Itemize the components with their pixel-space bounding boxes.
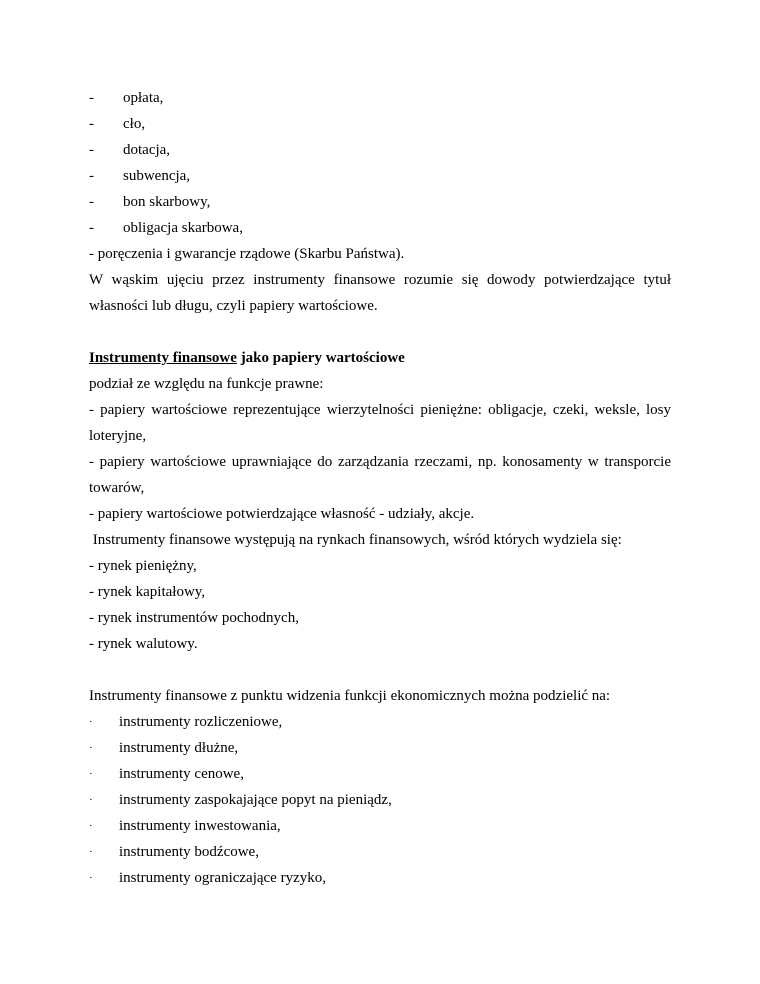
list-item-text: cło, — [123, 116, 146, 132]
list-marker: - — [89, 142, 94, 158]
list-item — [89, 189, 671, 215]
list-item — [89, 215, 671, 241]
list-item — [89, 813, 671, 839]
list-item-text: instrumenty dłużne, — [119, 740, 239, 756]
legal-functions-intro: podział ze względu na funkcje prawne: — [89, 376, 324, 392]
list-item-text: instrumenty cenowe, — [119, 766, 244, 782]
list-marker: - — [89, 168, 94, 184]
list-item — [89, 137, 671, 163]
section-heading-underlined: Instrumenty finansowe — [89, 350, 237, 366]
list-item-text: dotacja, — [123, 142, 171, 158]
legal-functions-item-3: - papiery wartościowe potwierdzające własność - udziały, akcje. — [89, 506, 475, 522]
list-marker: - — [89, 116, 94, 132]
list-item-text: instrumenty zaspokajające popyt na pieniądz, — [119, 792, 392, 808]
list-item-text: instrumenty ograniczające ryzyko, — [119, 870, 326, 886]
list-marker: - — [89, 194, 94, 210]
market-item: - rynek kapitałowy, — [89, 584, 206, 600]
list-item-text: opłata, — [123, 90, 164, 106]
list-item-guarantees: - poręczenia i gwarancje rządowe (Skarbu Państwa). — [89, 246, 405, 262]
paragraph-narrow-definition-line-2: własności lub długu, czyli papiery wartościowe. — [89, 298, 378, 314]
bullet-marker: · — [89, 768, 93, 780]
spacer — [89, 319, 671, 345]
market-item: - rynek instrumentów pochodnych, — [89, 610, 299, 626]
markets-intro: Instrumenty finansowe występują na rynkach finansowych, wśród których wydziela się: — [89, 532, 622, 548]
list-item — [89, 163, 671, 189]
legal-functions-item-1-line-1: - papiery wartościowe reprezentujące wierzytelności pieniężne: obligacje, czeki, weksle, losy — [89, 402, 671, 418]
bullet-marker: · — [89, 742, 93, 754]
bullet-marker: · — [89, 794, 93, 806]
bullet-marker: · — [89, 820, 93, 832]
list-item-text: subwencja, — [123, 168, 191, 184]
spacer — [89, 657, 671, 683]
market-item: - rynek pieniężny, — [89, 558, 197, 574]
list-item — [89, 735, 671, 761]
bullet-marker: · — [89, 716, 93, 728]
list-item — [89, 787, 671, 813]
legal-functions-item-2-line-2: towarów, — [89, 480, 145, 496]
list-item-text: instrumenty rozliczeniowe, — [119, 714, 283, 730]
list-item — [89, 709, 671, 735]
legal-functions-item-2-line-1: - papiery wartościowe uprawniające do zarządzania rzeczami, np. konosamenty w transporcie — [89, 454, 671, 470]
list-item-text: obligacja skarbowa, — [123, 220, 243, 236]
document-body — [89, 85, 671, 891]
list-item-text: instrumenty bodźcowe, — [119, 844, 259, 860]
list-item-text: instrumenty inwestowania, — [119, 818, 281, 834]
paragraph-narrow-definition-line-1: W wąskim ujęciu przez instrumenty finansowe rozumie się dowody potwierdzające tytuł — [89, 272, 671, 288]
economic-functions-intro: Instrumenty finansowe z punktu widzenia funkcji ekonomicznych można podzielić na: — [89, 688, 611, 704]
legal-functions-item-1-line-2: loteryjne, — [89, 428, 147, 444]
list-item — [89, 865, 671, 891]
section-heading — [89, 345, 671, 371]
list-item — [89, 761, 671, 787]
bullet-marker: · — [89, 872, 93, 884]
list-item — [89, 839, 671, 865]
list-item-text: bon skarbowy, — [123, 194, 211, 210]
section-heading-rest: jako papiery wartościowe — [236, 350, 405, 366]
list-marker: - — [89, 220, 94, 236]
market-item: - rynek walutowy. — [89, 636, 198, 652]
bullet-marker: · — [89, 846, 93, 858]
list-item — [89, 85, 671, 111]
list-item — [89, 111, 671, 137]
list-marker: - — [89, 90, 94, 106]
